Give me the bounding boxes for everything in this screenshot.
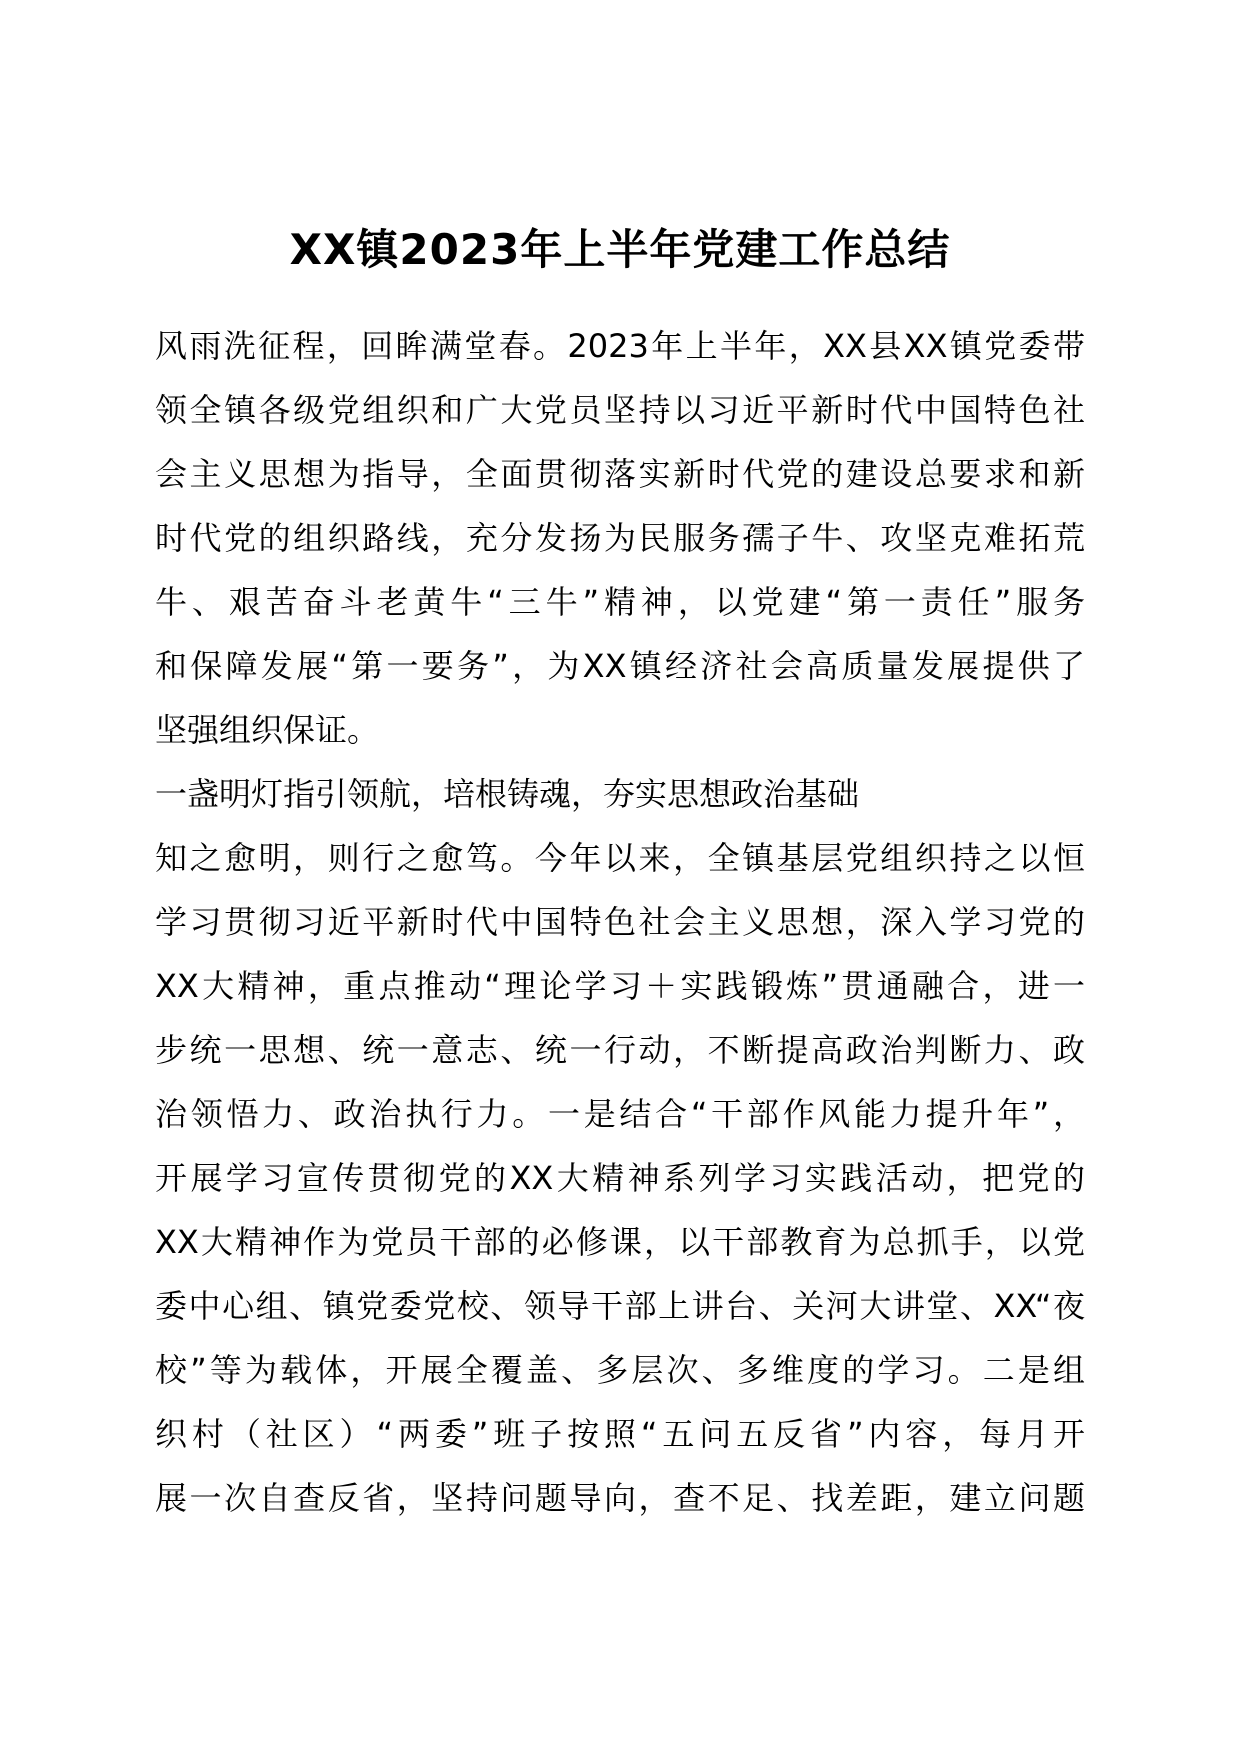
text-line: 知之愈明，则行之愈笃。今年以来，全镇基层党组织持之以恒 [155,839,1085,877]
text-line: 牛、艰苦奋斗老黄牛“三牛”精神，以党建“第一责任”服务 [155,583,1085,621]
text-line: 和保障发展“第一要务”，为XX镇经济社会高质量发展提供了 [155,647,1085,685]
text-line: 校”等为载体，开展全覆盖、多层次、多维度的学习。二是组 [155,1351,1085,1389]
text-line: 展一次自查反省，坚持问题导向，查不足、找差距，建立问题 [155,1479,1085,1517]
text-line: 治领悟力、政治执行力。一是结合“干部作风能力提升年”， [155,1095,1085,1133]
text-line: 风雨洗征程，回眸满堂春。2023年上半年，XX县XX镇党委带 [155,327,1085,365]
text-line: XX大精神，重点推动“理论学习＋实践锻炼”贯通融合，进一 [155,967,1085,1005]
text-line: 开展学习宣传贯彻党的XX大精神系列学习实践活动，把党的 [155,1159,1085,1197]
section-heading: 一盏明灯指引领航，培根铸魂，夯实思想政治基础 [155,775,860,813]
document-body [155,314,1085,1530]
text-line: XX大精神作为党员干部的必修课，以干部教育为总抓手，以党 [155,1223,1085,1261]
text-line: 会主义思想为指导，全面贯彻落实新时代党的建设总要求和新 [155,455,1085,493]
text-line: 织村（社区）“两委”班子按照“五问五反省”内容，每月开 [155,1415,1085,1453]
text-line: 委中心组、镇党委党校、领导干部上讲台、关河大讲堂、XX“夜 [155,1287,1085,1325]
document-title: XX镇2023年上半年党建工作总结 [289,225,951,274]
text-line: 步统一思想、统一意志、统一行动，不断提高政治判断力、政 [155,1031,1085,1069]
text-line: 领全镇各级党组织和广大党员坚持以习近平新时代中国特色社 [155,391,1085,429]
text-line: 坚强组织保证。 [155,711,380,749]
text-line: 时代党的组织路线，充分发扬为民服务孺子牛、攻坚克难拓荒 [155,519,1085,557]
text-line: 学习贯彻习近平新时代中国特色社会主义思想，深入学习党的 [155,903,1085,941]
